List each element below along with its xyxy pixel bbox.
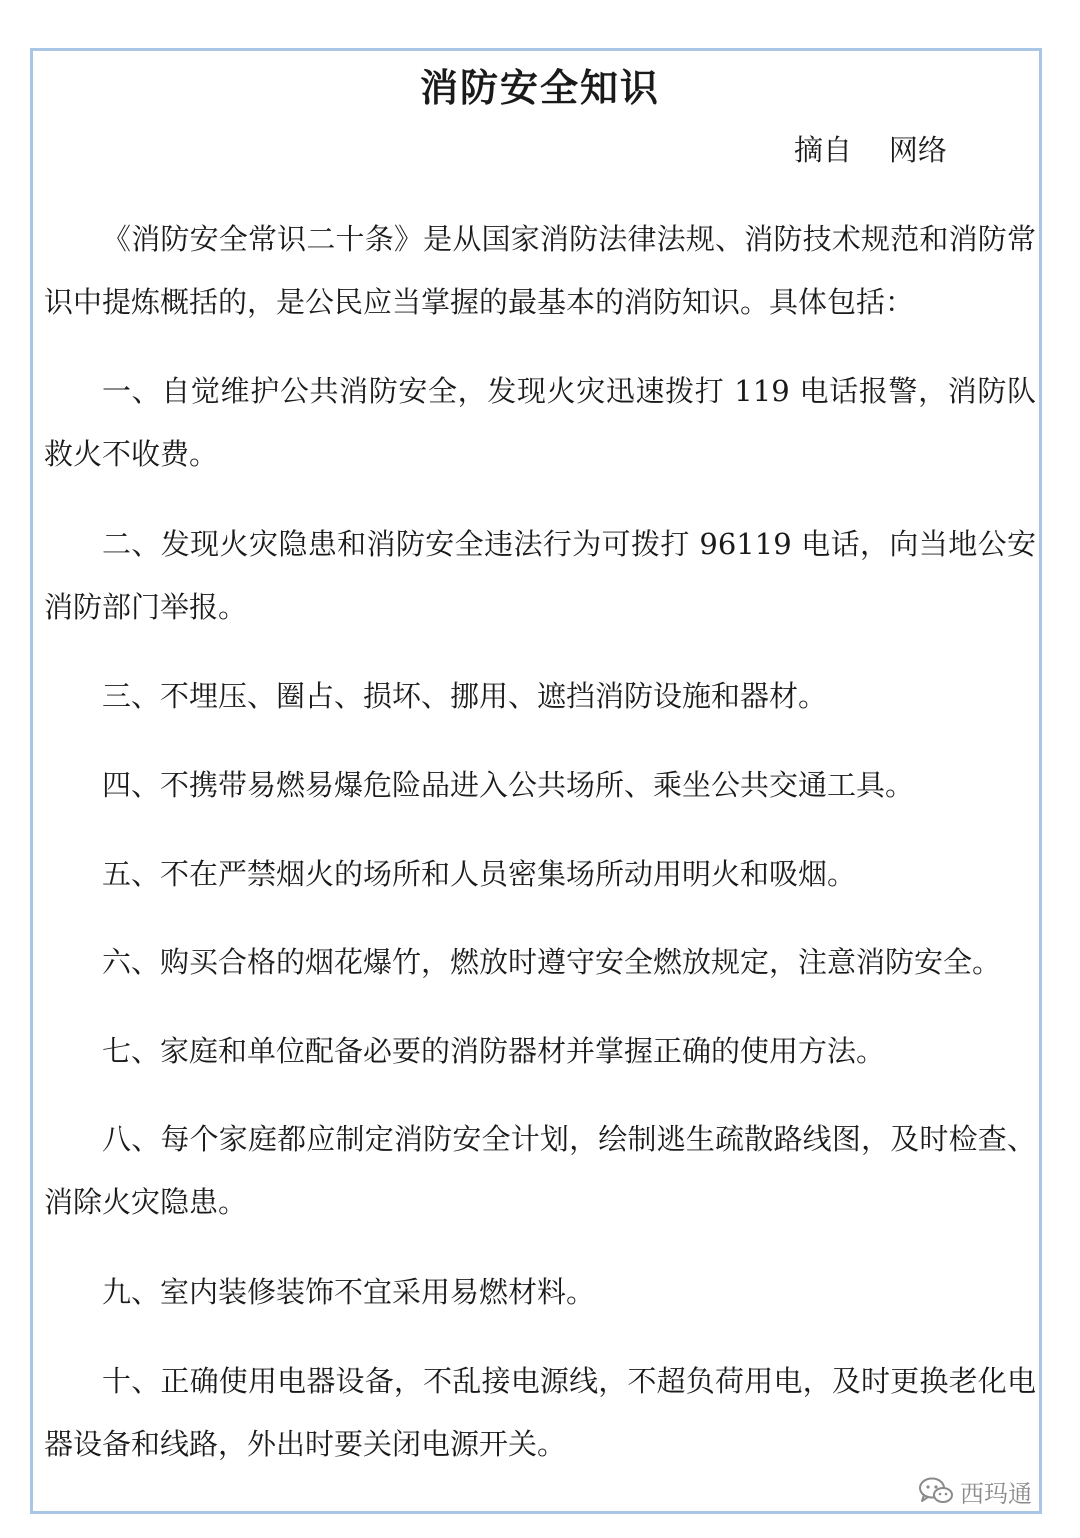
rule-item-9: 九、室内装修装饰不宜采用易燃材料。 xyxy=(102,1275,596,1309)
source-note: 摘自 网络 xyxy=(794,133,947,167)
wechat-icon xyxy=(918,1476,954,1506)
rule-item-3: 三、不埋压、圈占、损坏、挪用、遮挡消防设施和器材。 xyxy=(102,679,828,713)
rule-item-1: 一、自觉维护公共消防安全，发现火灾迅速拨打 119 电话报警，消防队救火不收费。 xyxy=(44,374,1036,471)
rule-item-4: 四、不携带易燃易爆危险品进入公共场所、乘坐公共交通工具。 xyxy=(102,768,915,802)
intro-paragraph: 《消防安全常识二十条》是从国家消防法律法规、消防技术规范和消防常识中提炼概括的，是公民应当掌握的最基本的消防知识。具体包括： xyxy=(44,222,1036,319)
document-title: 消防安全知识 xyxy=(419,65,660,110)
rule-item-6: 六、购买合格的烟花爆竹，燃放时遵守安全燃放规定，注意消防安全。 xyxy=(102,945,1002,979)
rule-item-5: 五、不在严禁烟火的场所和人员密集场所动用明火和吸烟。 xyxy=(102,857,857,891)
rule-item-10: 十、正确使用电器设备，不乱接电源线，不超负荷用电，及时更换老化电器设备和线路，外出时要关闭电源开关。 xyxy=(44,1364,1036,1461)
rule-item-8: 八、每个家庭都应制定消防安全计划，绘制逃生疏散路线图，及时检查、消除火灾隐患。 xyxy=(44,1122,1036,1219)
rule-item-2: 二、发现火灾隐患和消防安全违法行为可拨打 96119 电话，向当地公安消防部门举报。 xyxy=(44,527,1036,624)
watermark-text: 西玛通 xyxy=(960,1479,1032,1508)
rule-item-7: 七、家庭和单位配备必要的消防器材并掌握正确的使用方法。 xyxy=(102,1034,886,1068)
watermark xyxy=(918,1474,1032,1508)
